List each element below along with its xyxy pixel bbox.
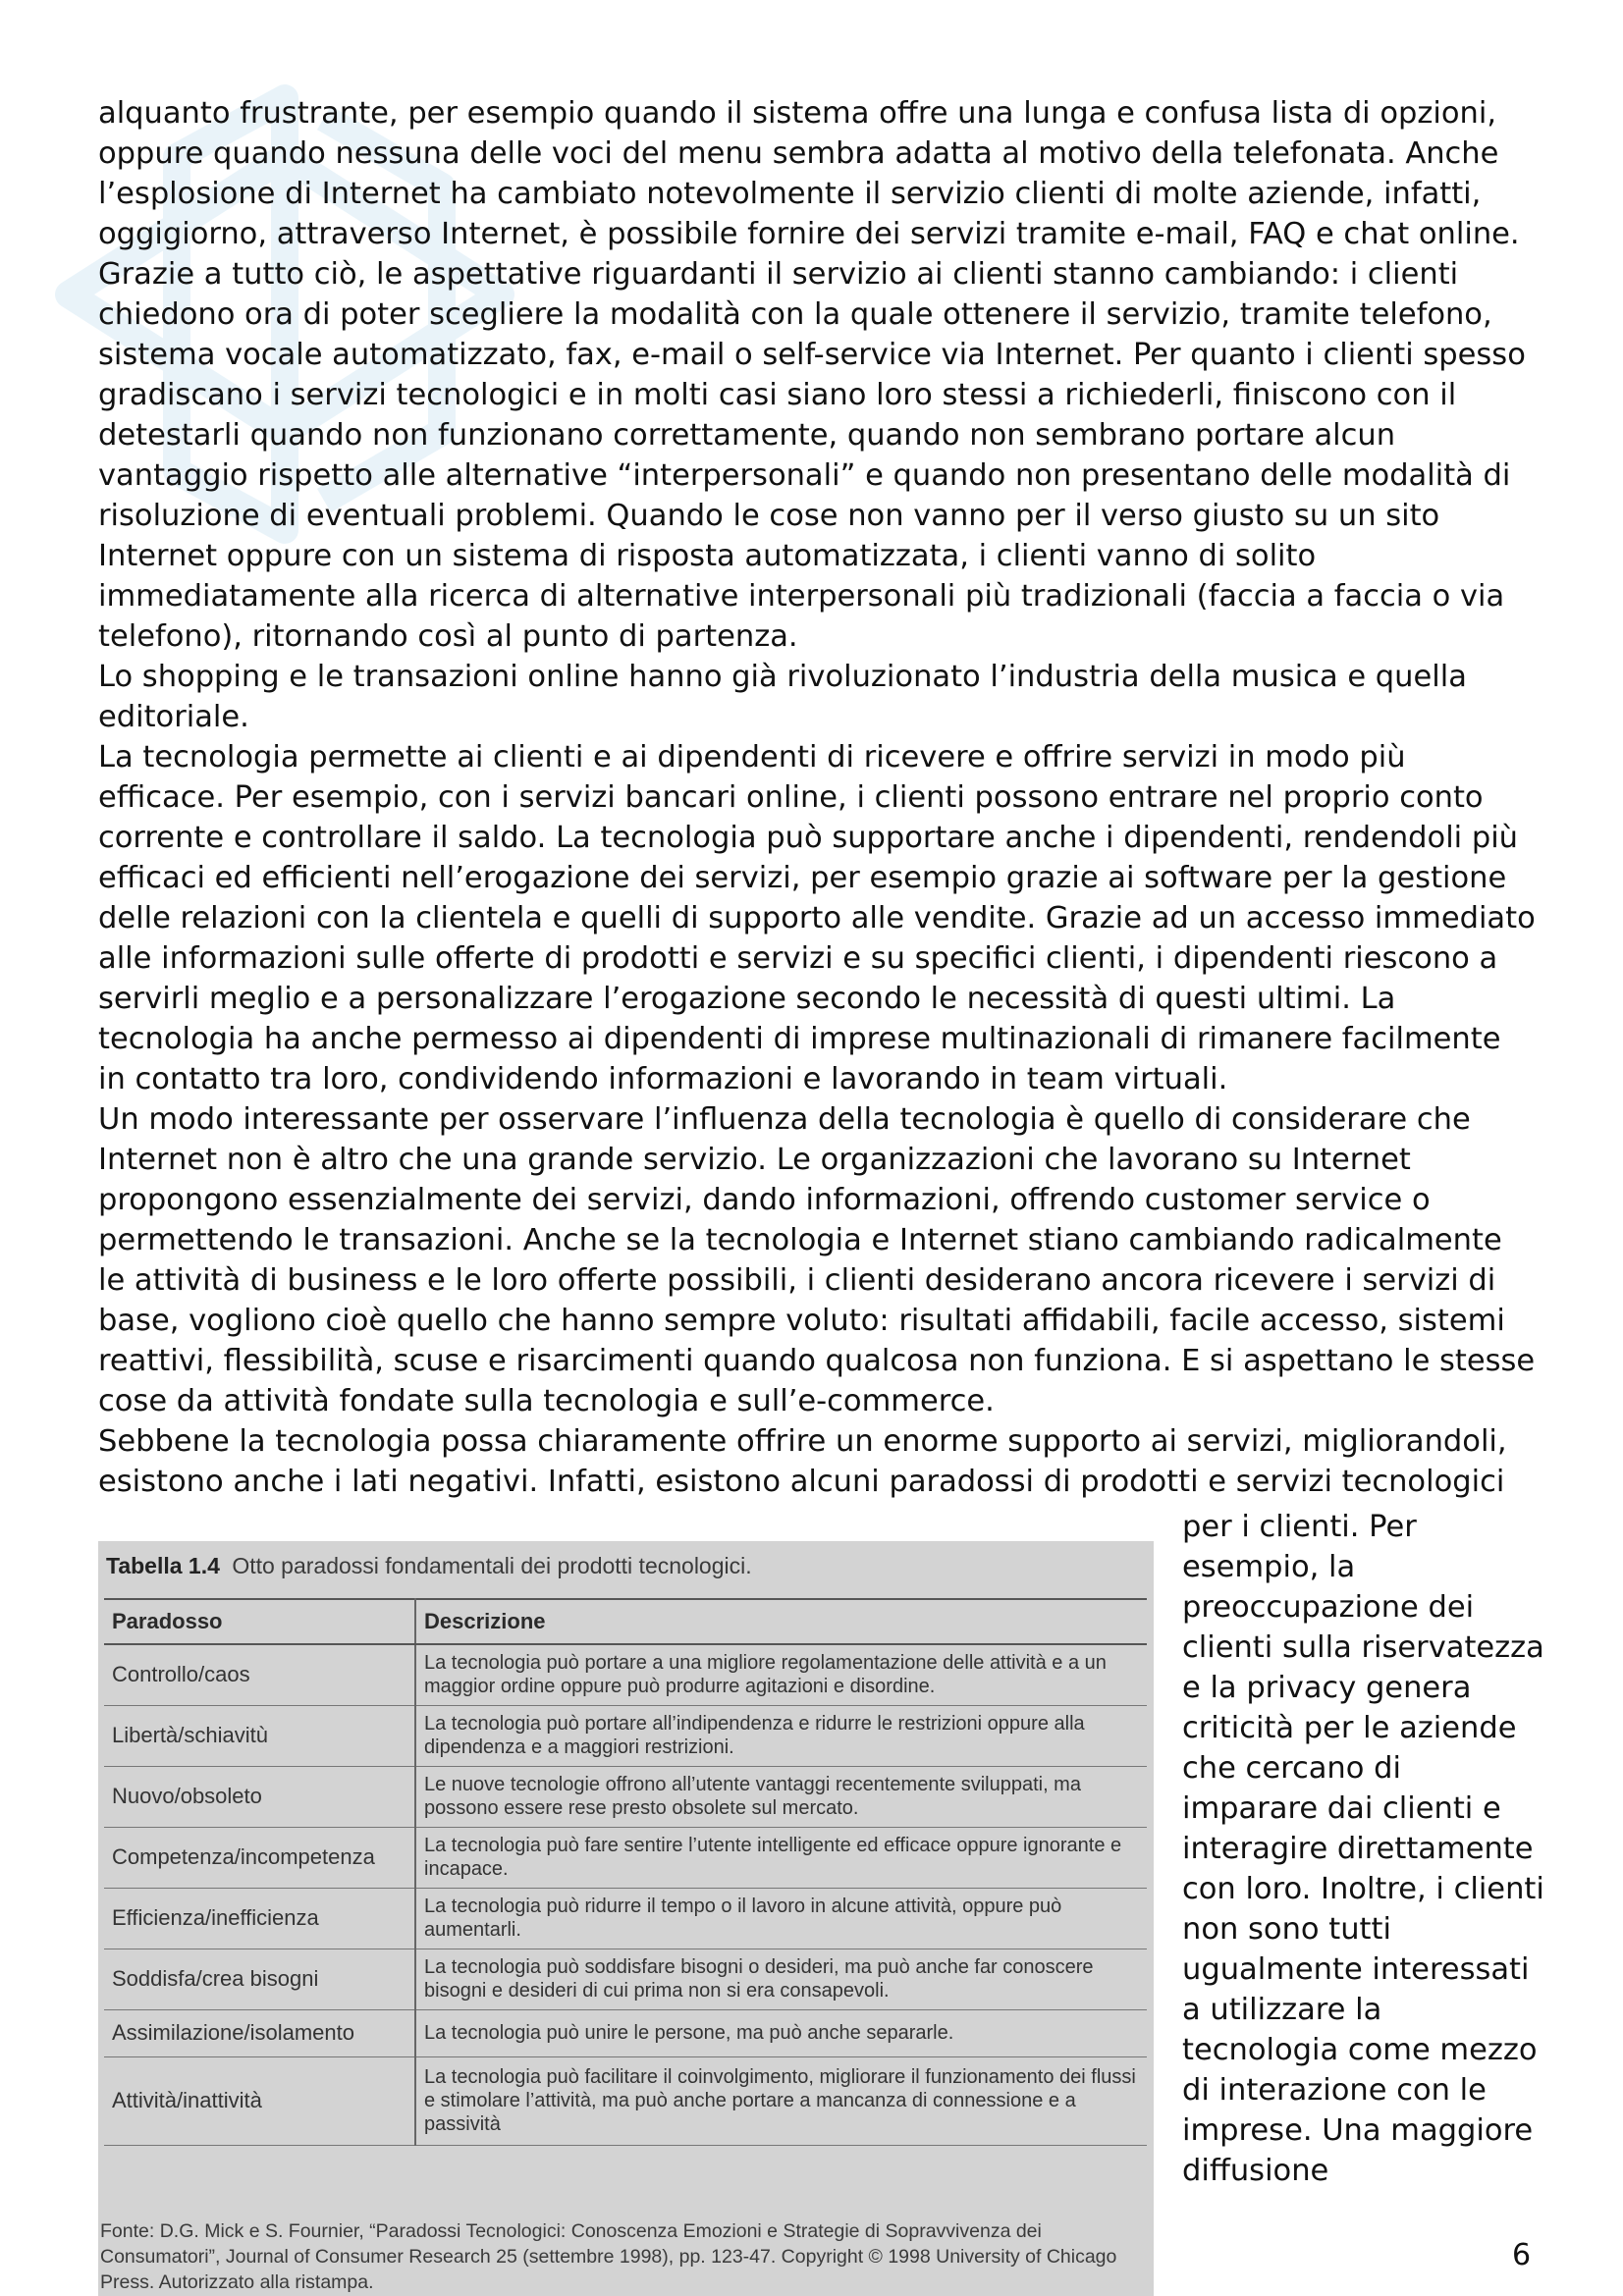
cell-paradosso: Assimilazione/isolamento [104, 2009, 415, 2056]
paragraph: La tecnologia permette ai clienti e ai dipendenti di ricevere e offrire servizi in modo più efficace. Per esempio, con i servizi bancari online, i clienti possono entrare nel proprio conto corrente e controllare il saldo. La tecnologia può supportare anche i dipendenti, rendendoli più efficaci ed efficienti nell’erogazione dei servizi, per esempio grazie ai software per la gestione delle relazioni con la clientela e quelli di supporto alle vendite. Grazie ad un accesso immediato alle informazioni sulle offerte di prodotti e servizi e su specifici clienti, i dipendenti riescono a servirli meglio e a personalizzare l’erogazione secondo le necessità di questi ultimi. La tecnologia ha anche permesso ai dipendenti di imprese multinazionali di rimanere facilmente in contatto tra loro, condividendo informazioni e lavorando in team virtuali. [98, 740, 1536, 1096]
side-paragraph: per i clienti. Per esempio, la preoccupazione dei clienti sulla riservatezza e la privacy genera criticità per le aziende che cercano di imparare dai clienti e interagire direttamente con loro. Inoltre, i clienti non sono tutti ugualmente interessati a utilizzare la tecnologia come mezzo di interazione con le imprese. Una maggiore diffusione [1182, 1510, 1544, 2188]
paragraph: alquanto frustrante, per esempio quando il sistema offre una lunga e confusa lista di opzioni, oppure quando nessuna delle voci del menu sembra adatta al motivo della telefonata. Anche l’esplosione di Internet ha cambiato notevolmente il servizio clienti di molte aziende, infatti, oggigiorno, attraverso Internet, è possibile fornire dei servizi tramite e-mail, FAQ e chat online. Grazie a tutto ciò, le aspettative riguardanti il servizio ai clienti stanno cambiando: i clienti chiedono ora di poter scegliere la modalità con la quale ottenere il servizio, tramite telefono, sistema vocale automatizzato, fax, e-mail o self-service via Internet. Per quanto i clienti spesso gradiscano i servizi tecnologici e in molti casi siano loro stessi a richiederli, finiscono con il detestarli quando non funzionano correttamente, quando non sembrano portare alcun vantaggio rispetto alle alternative “interpersonali” e quando non presentano delle modalità di risoluzione di eventuali problemi. Quando le cose non vanno per il verso giusto su un sito Internet oppure con un sistema di risposta automatizzata, i clienti vanno di solito immediatamente alla ricerca di alternative interpersonali più tradizionali (faccia a faccia o via telefono), ritornando così al punto di partenza. [98, 96, 1526, 654]
table-figure [98, 1541, 1154, 2296]
table-row [104, 1827, 1147, 1888]
cell-descrizione: La tecnologia può ridurre il tempo o il lavoro in alcune attività, oppure può aumentarli. [415, 1888, 1147, 1949]
cell-descrizione: La tecnologia può portare a una migliore regolamentazione delle attività e a un maggior ordine oppure può produrre agitazioni e disordine. [415, 1644, 1147, 1705]
page-number: 6 [1512, 2238, 1532, 2272]
paragraph: Un modo interessante per osservare l’influenza della tecnologia è quello di considerare che Internet non è altro che una grande servizio. Le organizzazioni che lavorano su Internet propongono essenzialmente dei servizi, dando informazioni, offrendo customer service o permettendo le transazioni. Anche se la tecnologia e Internet stiano cambiando radicalmente le attività di business e le loro offerte possibili, i clienti desiderano ancora ricevere i servizi di base, vogliono cioè quello che hanno sempre voluto: risultati affidabili, facile accesso, sistemi reattivi, flessibilità, scuse e risarcimenti quando qualcosa non funziona. E si aspettano le stesse cose da attività fondate sulla tecnologia e sull’e-commerce. [98, 1102, 1536, 1418]
table-caption-text: Otto paradossi fondamentali dei prodotti tecnologici. [232, 1553, 752, 1578]
side-text [1182, 1507, 1545, 2191]
cell-descrizione: La tecnologia può portare all’indipendenza e ridurre le restrizioni oppure alla dipendenza e a maggiori restrizioni. [415, 1705, 1147, 1766]
cell-descrizione: La tecnologia può soddisfare bisogni o desideri, ma può anche far conoscere bisogni e desideri di cui prima non si era consapevoli. [415, 1949, 1147, 2009]
cell-paradosso: Libertà/schiavitù [104, 1705, 415, 1766]
cell-paradosso: Efficienza/inefficienza [104, 1888, 415, 1949]
header-paradosso: Paradosso [104, 1599, 415, 1644]
cell-paradosso: Nuovo/obsoleto [104, 1766, 415, 1827]
cell-paradosso: Competenza/incompetenza [104, 1827, 415, 1888]
cell-descrizione: La tecnologia può facilitare il coinvolgimento, migliorare il funzionamento dei flussi e stimolare l’attività, ma può anche portare a mancanza di connessione e a passività [415, 2056, 1147, 2145]
cell-paradosso: Soddisfa/crea bisogni [104, 1949, 415, 2009]
cell-descrizione: La tecnologia può fare sentire l’utente intelligente ed efficace oppure ignorante e incapace. [415, 1827, 1147, 1888]
table-header-row [104, 1599, 1147, 1644]
cell-descrizione: La tecnologia può unire le persone, ma può anche separarle. [415, 2009, 1147, 2056]
table-source: Fonte: D.G. Mick e S. Fournier, “Paradossi Tecnologici: Conoscenza Emozioni e Strategie di Sopravvivenza dei Consumatori”, Journal of Consumer Research 25 (settembre 1998), pp. 123-47. Copyright © 1998 University of Chicago Press. Autorizzato alla ristampa. [100, 2220, 1117, 2293]
paradox-table [104, 1598, 1147, 2146]
main-text [98, 93, 1537, 1502]
cell-paradosso: Controllo/caos [104, 1644, 415, 1705]
table-caption [106, 1553, 752, 1579]
table-row [104, 1888, 1147, 1949]
cell-descrizione: Le nuove tecnologie offrono all’utente vantaggi recentemente sviluppati, ma possono essere rese presto obsolete sul mercato. [415, 1766, 1147, 1827]
table-row [104, 2009, 1147, 2056]
cell-paradosso: Attività/inattività [104, 2056, 415, 2145]
header-descrizione: Descrizione [415, 1599, 1147, 1644]
table-row [104, 1705, 1147, 1766]
paragraph: Sebbene la tecnologia possa chiaramente offrire un enorme supporto ai servizi, migliorandoli, esistono anche i lati negativi. Infatti, esistono alcuni paradossi di prodotti e servizi tecnologici [98, 1424, 1507, 1499]
paragraph: Lo shopping e le transazioni online hanno già rivoluzionato l’industria della musica e quella editoriale. [98, 660, 1467, 734]
table-row [104, 1644, 1147, 1705]
table-row [104, 2056, 1147, 2145]
table-label: Tabella 1.4 [106, 1553, 220, 1578]
table-row [104, 1766, 1147, 1827]
table-row [104, 1949, 1147, 2009]
